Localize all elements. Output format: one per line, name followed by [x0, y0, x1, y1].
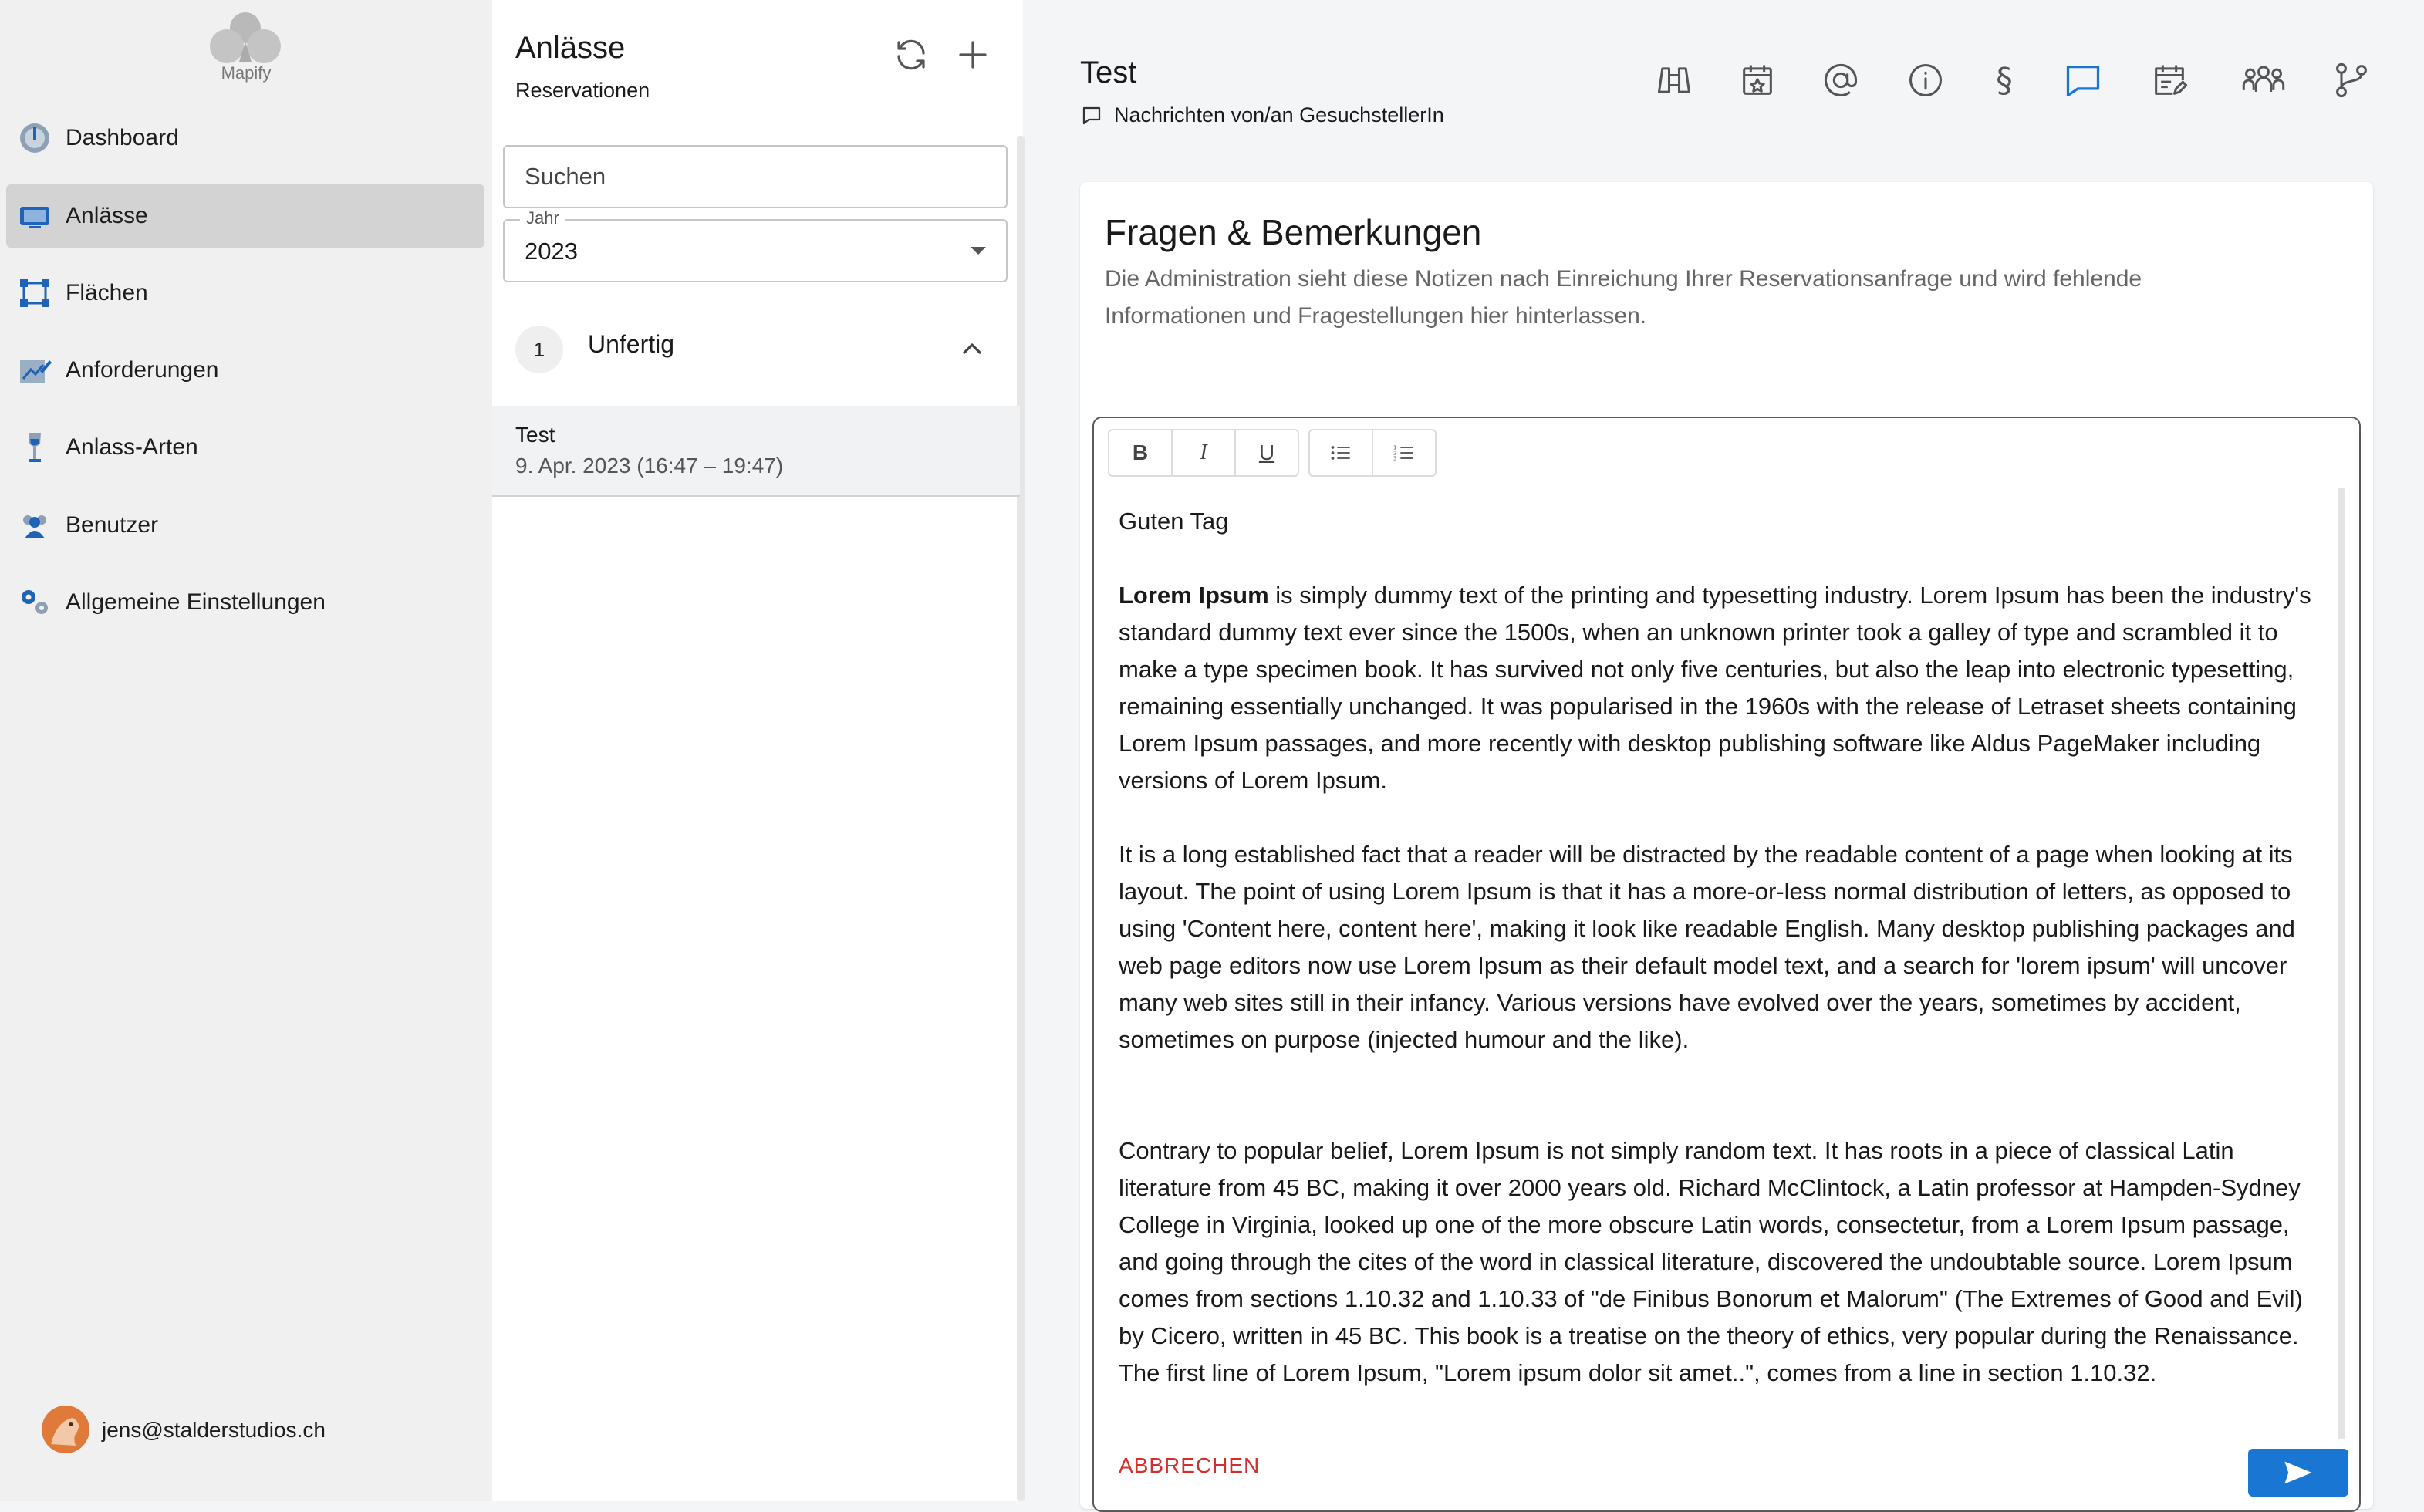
- edit-chart-icon: [17, 354, 52, 386]
- chat-icon: [1080, 104, 1103, 127]
- monitor-icon: [17, 200, 52, 232]
- binoculars-button[interactable]: [1649, 56, 1699, 105]
- year-select-label: Jahr: [520, 208, 565, 228]
- paragraph-icon: [1984, 60, 2024, 100]
- svg-text:2: 2: [1393, 450, 1397, 457]
- detail-title: Test: [1080, 56, 1137, 89]
- sidebar-item-allgemeine-einstellungen[interactable]: [6, 571, 484, 634]
- paragraph-button[interactable]: [1980, 56, 2029, 105]
- editor-paragraph: Contrary to popular belief, Lorem Ipsum is not simply random text. It has roots in a piece of classical Latin literature from 45 BC, making it over 2000 years old. Richard McClintock, a Latin professor at Hampden-Sydney College in Virginia, looked up one of the more obscure Latin words, consectetur, from a Lorem Ipsum passage, and going through the cites of the word in classical literature, discovered the undoubtable source. Lorem Ipsum comes from sections 1.10.32 and 1.10.33 of "de Finibus Bonorum et Malorum" (The Extremes of Good and Evil) by Cicero, written in 45 BC. This book is a treatise on the theory of ethics, very popular during the Renaissance. The first line of Lorem Ipsum, "Lorem ipsum dolor sit amet..", comes from a line in section 1.10.32.: [1119, 1137, 2303, 1386]
- vector-square-icon: [17, 277, 52, 309]
- svg-text:1: 1: [1393, 444, 1397, 451]
- year-select[interactable]: [503, 208, 1008, 282]
- app-name: Mapify: [221, 63, 272, 83]
- send-button[interactable]: [2248, 1449, 2348, 1497]
- avatar: [42, 1406, 89, 1453]
- detail-subtitle-text: Nachrichten von/an GesuchstellerIn: [1114, 103, 1444, 127]
- group-label: Unfertig: [588, 330, 675, 358]
- sidebar-item-anlass-arten[interactable]: [6, 416, 484, 479]
- editor-scrollbar[interactable]: [2338, 488, 2345, 1439]
- refresh-icon: [893, 36, 930, 73]
- send-icon: [2283, 1460, 2314, 1485]
- chat-icon: [2063, 60, 2103, 100]
- sidebar-item-label: Dashboard: [66, 125, 179, 150]
- list-scrollbar[interactable]: [1017, 136, 1025, 1501]
- plus-icon: [954, 36, 991, 73]
- detail-subtitle: [1080, 103, 1444, 127]
- svg-text:§: §: [1996, 62, 2013, 100]
- bold-button[interactable]: [1109, 430, 1173, 475]
- user-profile[interactable]: [42, 1401, 474, 1460]
- editor-content[interactable]: [1119, 503, 2322, 1429]
- gears-icon: [17, 586, 52, 619]
- sidebar-item-anforderungen[interactable]: [6, 339, 484, 402]
- group-toggle[interactable]: [957, 333, 987, 364]
- card-description: Die Administration sieht diese Notizen nach Einreichung Ihrer Reservationsanfrage und wird fehlende Informationen und Fragestellungen hier hinterlassen.: [1105, 266, 2142, 329]
- chevron-up-icon: [957, 333, 987, 364]
- calendar-star-button[interactable]: [1733, 56, 1782, 105]
- list-item-title: Test: [515, 423, 555, 447]
- calendar-star-icon: [1737, 60, 1777, 100]
- at-icon: [1821, 60, 1861, 100]
- italic-icon: I: [1200, 440, 1207, 464]
- sidebar-item-label: Anforderungen: [66, 357, 219, 383]
- editor-bold-text: Lorem Ipsum: [1119, 582, 1269, 609]
- sidebar-item-dashboard[interactable]: [6, 106, 484, 170]
- year-select-value: 2023: [525, 238, 578, 265]
- editor-greeting: Guten Tag: [1119, 508, 1229, 535]
- group-count-badge: 1: [515, 326, 563, 373]
- sidebar-item-label: Allgemeine Einstellungen: [66, 589, 326, 615]
- svg-text:3: 3: [1393, 455, 1397, 462]
- sidebar-item-benutzer[interactable]: [6, 494, 484, 557]
- editor-paragraph-text: is simply dummy text of the printing and typesetting industry. Lorem Ipsum has been the industry's standard dummy text ever since the 1500s, when an unknown printer took a galley of type and scrambled it to make a type specimen book. It has survived not only five centuries, but also the leap into electronic typesetting, remaining essentially unchanged. It was popularised in the 1960s with the release of Letraset sheets containing Lorem Ipsum passages, and more recently with desktop publishing software like Aldus PageMaker including versions of Lorem Ipsum.: [1119, 582, 2311, 794]
- refresh-button[interactable]: [889, 32, 933, 77]
- sidebar-item-label: Anlass-Arten: [66, 434, 198, 460]
- branch-icon: [2331, 60, 2372, 100]
- messages-button[interactable]: [2058, 56, 2108, 105]
- underline-icon: U: [1258, 440, 1275, 464]
- sidebar-item-flaechen[interactable]: [6, 262, 484, 325]
- group-button[interactable]: [2239, 56, 2288, 105]
- calendar-edit-icon: [2149, 60, 2189, 100]
- list-item[interactable]: [492, 406, 1020, 497]
- editor-paragraph: [1119, 577, 2322, 799]
- list-item-date: 9. Apr. 2023 (16:47 – 19:47): [515, 454, 784, 478]
- numbered-list-icon: [1393, 444, 1415, 462]
- bullet-list-button[interactable]: [1310, 430, 1373, 475]
- numbered-list-button[interactable]: [1373, 430, 1435, 475]
- bullet-list-icon: [1330, 444, 1352, 462]
- wine-glass-icon: [17, 431, 52, 464]
- underline-button[interactable]: [1236, 430, 1298, 475]
- user-email: jens@stalderstudios.ch: [102, 1418, 326, 1442]
- search-input[interactable]: [503, 145, 1008, 208]
- mapify-logo-icon: [199, 11, 292, 65]
- sidebar-item-anlaesse[interactable]: [6, 184, 484, 248]
- branch-button[interactable]: [2327, 56, 2376, 105]
- list-subtitle: Reservationen: [515, 79, 650, 102]
- card-title: Fragen & Bemerkungen: [1105, 212, 1482, 252]
- speedometer-icon: [17, 122, 52, 154]
- list-title: Anlässe: [515, 31, 626, 65]
- cancel-button[interactable]: ABBRECHEN: [1119, 1453, 1261, 1477]
- binoculars-icon: [1654, 60, 1694, 100]
- app-logo[interactable]: [0, 8, 492, 93]
- add-button[interactable]: [950, 32, 995, 77]
- info-button[interactable]: [1901, 56, 1950, 105]
- bold-icon: B: [1132, 440, 1149, 464]
- group-icon: [2240, 60, 2287, 100]
- users-icon: [17, 509, 52, 542]
- calendar-edit-button[interactable]: [2145, 56, 2194, 105]
- email-button[interactable]: [1816, 56, 1865, 105]
- sidebar-item-label: Flächen: [66, 280, 148, 305]
- editor-paragraph: It is a long established fact that a reader will be distracted by the readable content of a page when looking at its layout. The point of using Lorem Ipsum is that it has a more-or-less normal distribution of letters, as opposed to using 'Content here, content here', making it look like readable English. Many desktop publishing packages and web page editors now use Lorem Ipsum as their default model text, and a search for 'lorem ipsum' will uncover many web sites still in their infancy. Various versions have evolved over the years, sometimes by accident, sometimes on purpose (injected humour and the like).: [1119, 841, 2295, 1053]
- italic-button[interactable]: [1173, 430, 1236, 475]
- info-icon: [1906, 60, 1946, 100]
- dropdown-caret-icon: [971, 247, 986, 255]
- format-toolbar-text: [1108, 429, 1299, 477]
- format-toolbar-lists: [1308, 429, 1437, 477]
- sidebar-item-label: Anlässe: [66, 203, 148, 228]
- sidebar-item-label: Benutzer: [66, 512, 159, 538]
